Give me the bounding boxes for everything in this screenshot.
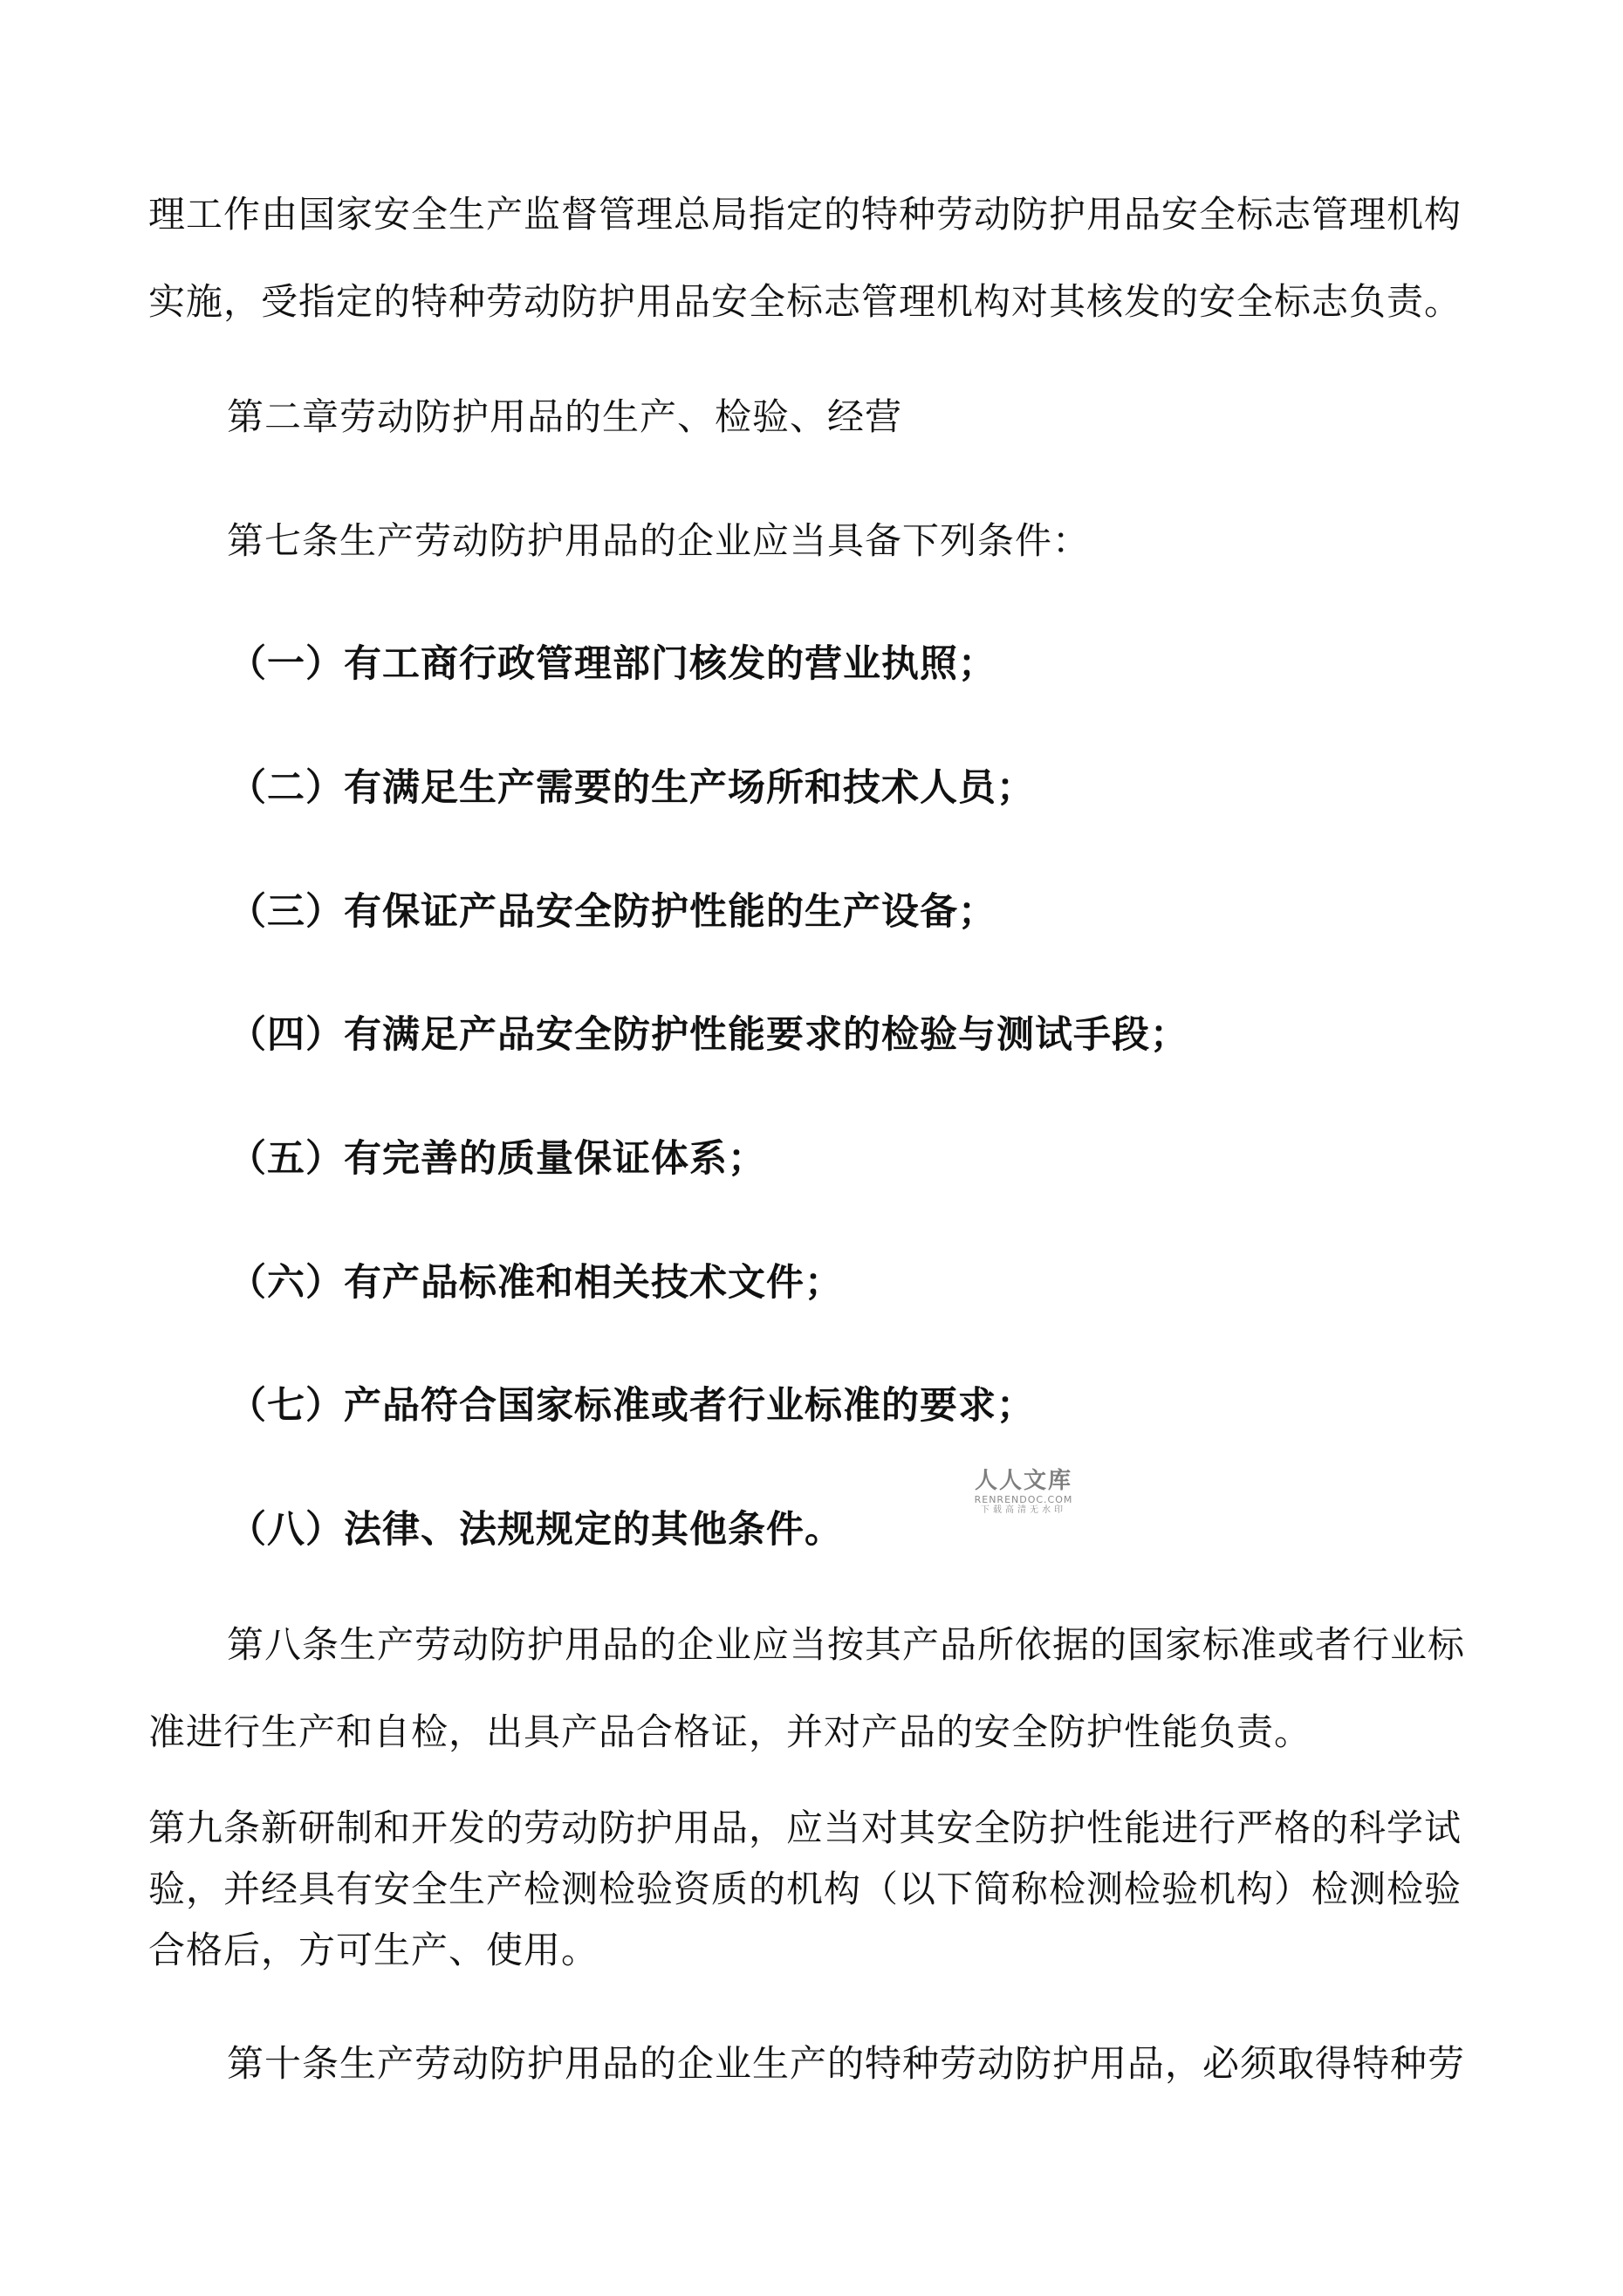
watermark [962,1468,1085,1516]
condition-item-1: （一）有工商行政管理部门核发的营业执照； [229,642,996,686]
condition-item-4: （四）有满足产品安全防护性能要求的检验与测试手段； [229,1013,1188,1057]
article-9-line-2: 验，并经具有安全生产检测检验资质的机构（以下简称检测检验机构）检测检验 [148,1868,1462,1910]
article-10-line-1: 第十条生产劳动防护用品的企业生产的特种劳动防护用品，必须取得特种劳 [227,2042,1466,2085]
chapter-heading: 第二章劳动防护用品的生产、检验、经营 [227,395,903,438]
article-8-line-2: 准进行生产和自检，出具产品合格证，并对产品的安全防护性能负责。 [148,1710,1312,1753]
article-8-line-1: 第八条生产劳动防护用品的企业应当按其产品所依据的国家标准或者行业标 [227,1623,1466,1666]
condition-item-5: （五）有完善的质量保证体系； [229,1137,766,1181]
condition-item-6: （六）有产品标准和相关技术文件； [229,1261,843,1305]
watermark-title: 人人文库 [974,1468,1072,1494]
article-9-line-1: 第九条新研制和开发的劳动防护用品，应当对其安全防护性能进行严格的科学试 [148,1806,1462,1849]
article-7-intro: 第七条生产劳动防护用品的企业应当具备下列条件： [227,519,1091,562]
condition-item-2: （二）有满足生产需要的生产场所和技术人员； [229,766,1035,810]
watermark-subtitle: 下载高清无水印 [981,1505,1066,1515]
paragraph-line-1: 理工作由国家安全生产监督管理总局指定的特种劳动防护用品安全标志管理机构 [148,193,1462,236]
condition-item-3: （三）有保证产品安全防护性能的生产设备； [229,890,996,934]
article-9-line-3: 合格后，方可生产、使用。 [148,1929,599,1971]
condition-item-7: （七）产品符合国家标准或者行业标准的要求； [229,1384,1035,1428]
condition-item-8: （八）法律、法规规定的其他条件。 [229,1508,843,1552]
paragraph-line-2: 实施，受指定的特种劳动防护用品安全标志管理机构对其核发的安全标志负责。 [148,280,1462,323]
watermark-url: RENRENDOC.COM [974,1494,1073,1505]
